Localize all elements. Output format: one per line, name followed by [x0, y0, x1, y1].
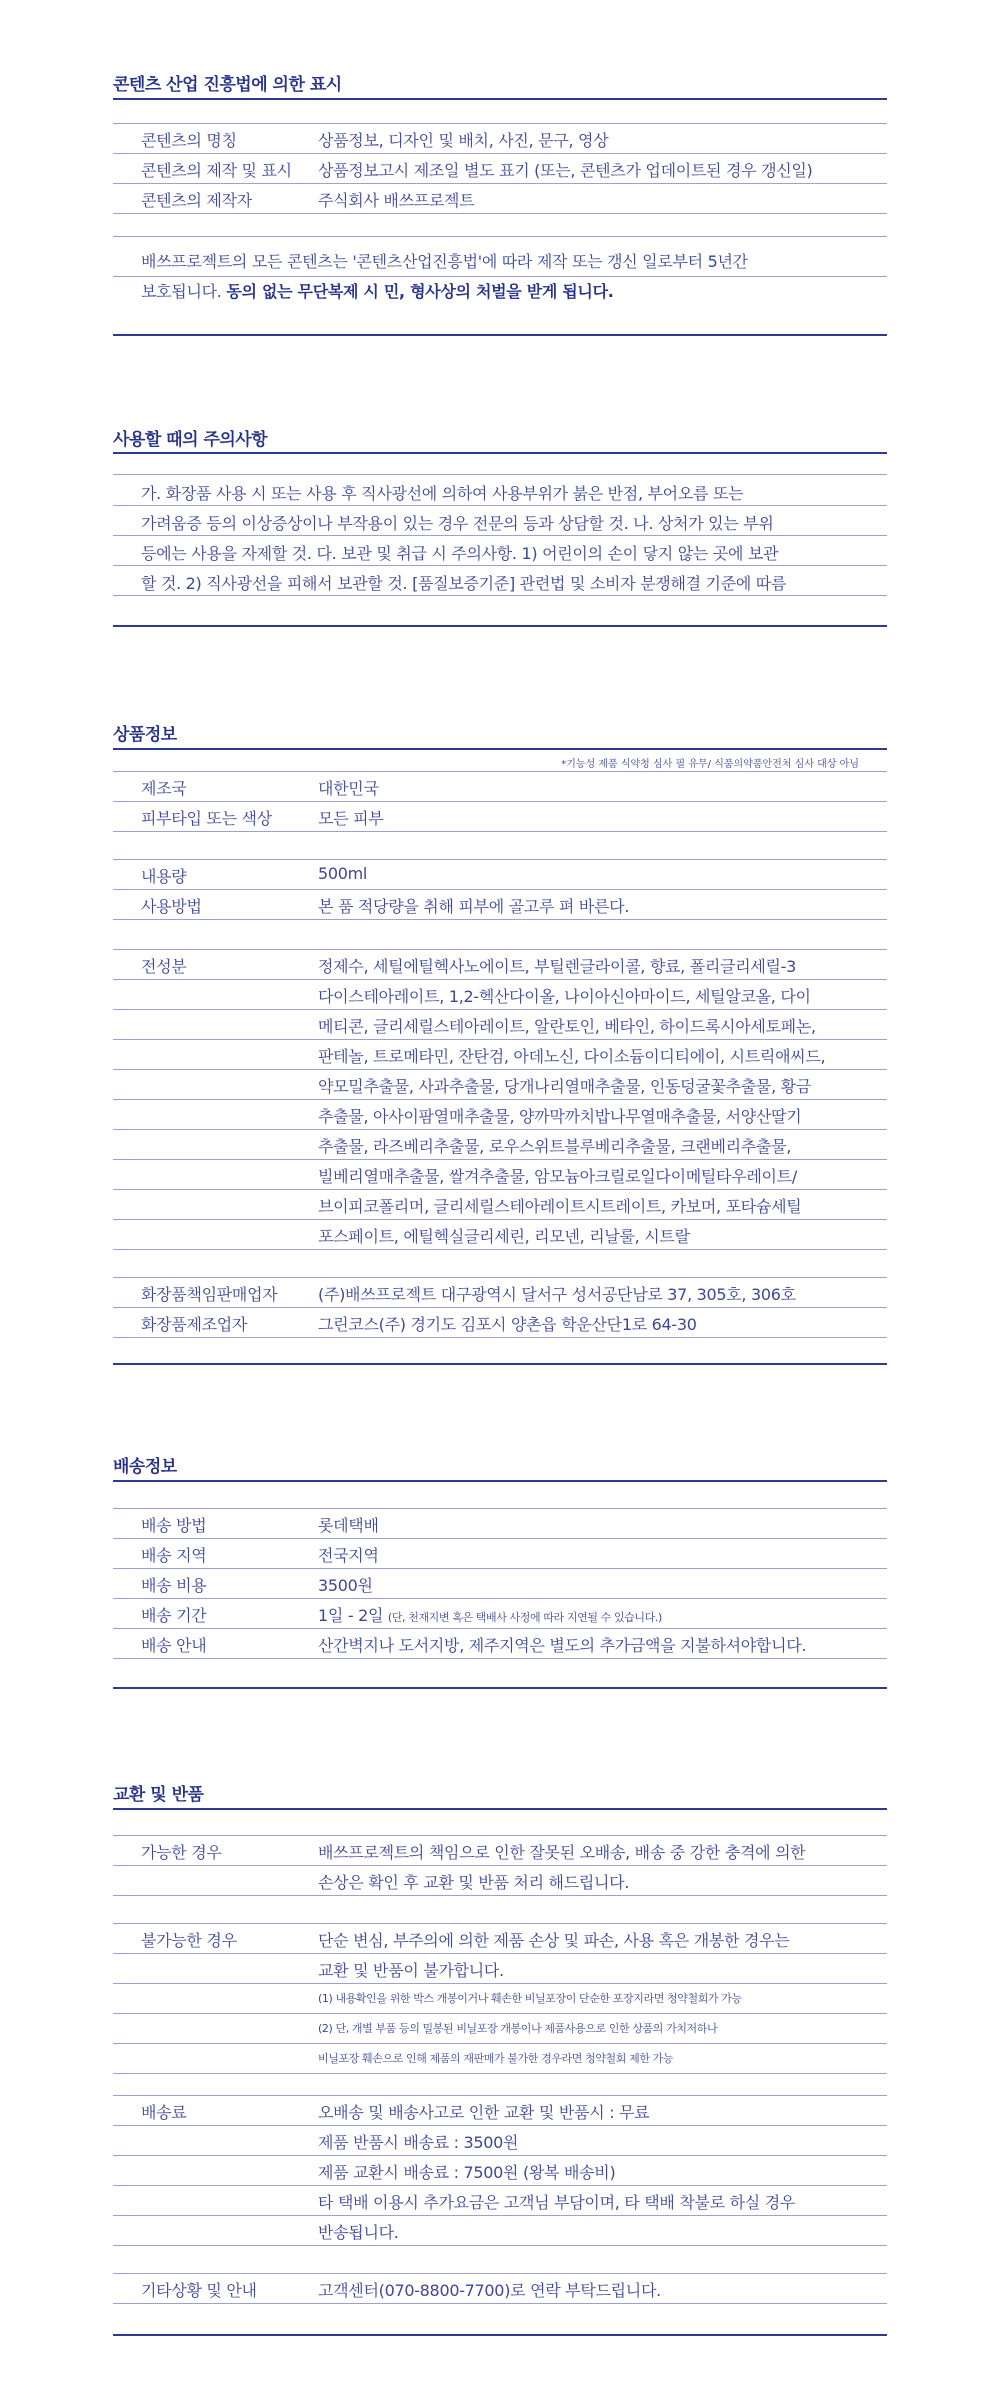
- row-value: 배쓰프로젝트의 책임으로 인한 잘못된 오배송, 배송 중 강한 충격에 의한: [318, 1843, 806, 1862]
- divider: [113, 748, 887, 750]
- divider: [113, 1895, 887, 1896]
- row-value: 반송됩니다.: [318, 2223, 399, 2242]
- divider: [113, 1538, 887, 1539]
- row-value: 대한민국: [318, 779, 379, 798]
- caution-line: 등에는 사용을 자제할 것. 다. 보관 및 취급 시 주의사항. 1) 어린이의 손이 닿지 않는 곳에 보관: [141, 544, 779, 563]
- divider: [113, 1129, 887, 1130]
- row-value: 고객센터(070-8800-7700)로 연락 부탁드립니다.: [318, 2281, 661, 2300]
- ingredient-line: 추출물, 라즈베리추출물, 로우스위트블루베리추출물, 크랜베리추출물,: [318, 1137, 792, 1156]
- caution-section: [113, 415, 887, 635]
- copyright-notice-text: 보호됩니다.: [141, 282, 222, 301]
- divider: [113, 949, 887, 950]
- divider: [113, 1159, 887, 1160]
- caution-title: 사용할 때의 주의사항: [113, 430, 268, 450]
- divider: [113, 2095, 887, 2096]
- ingredient-line: 판테놀, 트로메타민, 잔탄검, 아데노신, 다이소듐이디티에이, 시트릭애씨드,: [318, 1047, 826, 1066]
- divider: [113, 452, 887, 454]
- divider: [113, 1923, 887, 1924]
- row-label: 피부타입 또는 색상: [141, 809, 272, 828]
- content-notice-title: 콘텐츠 산업 진흥법에 의한 표시: [113, 75, 342, 95]
- divider: [113, 565, 887, 566]
- divider: [113, 919, 887, 920]
- caution-line: 할 것. 2) 직사광선을 피해서 보관할 것. [품질보증기준] 관련법 및 소비자 분쟁해결 기준에 따름: [141, 574, 787, 593]
- divider: [113, 625, 887, 627]
- ingredient-line: 다이스테아레이트, 1,2-헥산다이올, 나이아신아마이드, 세틸알코올, 다이: [318, 987, 811, 1006]
- copyright-warning-text: 동의 없는 무단복제 시 민, 형사상의 처벌을 받게 됩니다.: [226, 282, 614, 301]
- divider: [113, 2273, 887, 2274]
- row-label: 내용량: [141, 867, 187, 886]
- divider: [113, 2043, 887, 2044]
- row-value: 전국지역: [318, 1546, 379, 1565]
- divider: [113, 2155, 887, 2156]
- row-label: 기타상황 및 안내: [141, 2281, 257, 2300]
- divider: [113, 595, 887, 596]
- divider: [113, 1568, 887, 1569]
- row-label: 배송 방법: [141, 1516, 207, 1535]
- row-label: 가능한 경우: [141, 1843, 222, 1862]
- ingredient-line: 포스페이트, 에틸헥실글리세린, 리모넨, 리날룰, 시트랄: [318, 1227, 690, 1246]
- row-value: 상품정보고시 제조일 별도 표기 (또는, 콘텐츠가 업데이트된 경우 갱신일): [318, 161, 813, 180]
- row-value: 주식회사 배쓰프로젝트: [318, 191, 475, 210]
- shipping-title: 배송정보: [113, 1457, 177, 1477]
- ingredient-line: 빌베리열매추출물, 쌀겨추출물, 암모늄아크릴로일다이메틸타우레이트/: [318, 1167, 797, 1186]
- row-value: 손상은 확인 후 교환 및 반품 처리 해드립니다.: [318, 1873, 630, 1892]
- row-label: 콘텐츠의 명칭: [141, 131, 237, 150]
- divider: [113, 1249, 887, 1250]
- row-label: 화장품책임판매업자: [141, 1285, 278, 1304]
- divider: [113, 505, 887, 506]
- row-value: 교환 및 반품이 불가합니다.: [318, 1961, 504, 1980]
- row-value: 제품 교환시 배송료 : 7500원 (왕복 배송비): [318, 2163, 616, 2182]
- copyright-notice-line: 배쓰프로젝트의 모든 콘텐츠는 '콘텐츠산업진흥법'에 따라 제작 또는 갱신 일로부터 5년간: [141, 252, 748, 271]
- product-info-note: *기능성 제품 식약청 심사 필 유무/ 식품의약품안전처 심사 대상 아님: [561, 759, 859, 770]
- divider: [113, 2334, 887, 2336]
- divider: [113, 213, 887, 214]
- divider: [113, 1598, 887, 1599]
- row-label: 화장품제조업자: [141, 1315, 248, 1334]
- divider: [113, 1277, 887, 1278]
- row-value: 3500원: [318, 1576, 373, 1595]
- divider: [113, 1363, 887, 1365]
- divider: [113, 474, 887, 475]
- row-value: 상품정보, 디자인 및 배치, 사진, 문구, 영상: [318, 131, 609, 150]
- row-value: (1) 내용확인을 위한 박스 개봉이거나 훼손한 비닐포장이 단순한 포장지라면 청약철회가 가능: [318, 1992, 742, 2005]
- row-label: 배송 기간: [141, 1606, 207, 1625]
- divider: [113, 1069, 887, 1070]
- divider: [113, 831, 887, 832]
- divider: [113, 1099, 887, 1100]
- divider: [113, 1480, 887, 1482]
- row-value: 모든 피부: [318, 809, 384, 828]
- divider: [113, 801, 887, 802]
- divider: [113, 1219, 887, 1220]
- divider: [113, 1307, 887, 1308]
- content-notice-section: [113, 60, 887, 340]
- row-value: 타 택배 이용시 추가요금은 고객님 부담이며, 타 택배 착불로 하실 경우: [318, 2193, 796, 2212]
- ingredient-line: 메티콘, 글리세릴스테아레이트, 알란토인, 베타인, 하이드록시아세토페논,: [318, 1017, 816, 1036]
- divider: [113, 1658, 887, 1659]
- divider: [113, 1039, 887, 1040]
- divider: [113, 2303, 887, 2304]
- divider: [113, 535, 887, 536]
- ingredient-line: 브이피코폴리머, 글리세릴스테아레이트시트레이트, 카보머, 포타슘세틸: [318, 1197, 802, 1216]
- row-value: (주)배쓰프로젝트 대구광역시 달서구 성서공단남로 37, 305호, 306호: [318, 1285, 796, 1304]
- row-value: 산간벽지나 도서지방, 제주지역은 별도의 추가금액을 지불하셔야합니다.: [318, 1636, 807, 1655]
- row-value: 롯데택배: [318, 1516, 379, 1535]
- row-value: 비닐포장 훼손으로 인해 제품의 재판매가 불가한 경우라면 청약철회 제한 가능: [318, 2052, 674, 2065]
- row-value: 본 품 적당량을 취해 피부에 골고루 펴 바른다.: [318, 897, 630, 916]
- divider: [113, 1953, 887, 1954]
- ingredient-line: 추출물, 아사이팜열매추출물, 양까막까치밥나무열매추출물, 서양산딸기: [318, 1107, 802, 1126]
- divider: [113, 2013, 887, 2014]
- divider: [113, 1983, 887, 1984]
- returns-section: [113, 1775, 887, 2355]
- divider: [113, 98, 887, 100]
- divider: [113, 276, 887, 277]
- row-label: 사용방법: [141, 897, 202, 916]
- copyright-notice-line: [141, 279, 614, 302]
- row-value: [318, 1603, 662, 1626]
- divider: [113, 1808, 887, 1810]
- row-label: 배송 지역: [141, 1546, 207, 1565]
- divider: [113, 1835, 887, 1836]
- divider: [113, 1337, 887, 1338]
- divider: [113, 889, 887, 890]
- divider: [113, 1189, 887, 1190]
- row-value: (2) 단, 개별 부품 등의 밀봉된 비닐포장 개봉이나 제품사용으로 인한 상품의 가치저하나: [318, 2022, 718, 2035]
- row-value: 제품 반품시 배송료 : 3500원: [318, 2133, 519, 2152]
- divider: [113, 334, 887, 336]
- divider: [113, 1687, 887, 1689]
- divider: [113, 1865, 887, 1866]
- divider: [113, 2073, 887, 2074]
- ingredient-line: 정제수, 세틸에틸헥사노에이트, 부틸렌글라이콜, 향료, 폴리글리세릴-3: [318, 957, 797, 976]
- divider: [113, 1628, 887, 1629]
- row-value: 그린코스(주) 경기도 김포시 양촌읍 학운산단1로 64-30: [318, 1315, 697, 1334]
- divider: [113, 1009, 887, 1010]
- product-info-title: 상품정보: [113, 725, 177, 745]
- divider: [113, 859, 887, 860]
- divider: [113, 236, 887, 237]
- divider: [113, 123, 887, 124]
- row-label: 배송료: [141, 2103, 187, 2122]
- divider: [113, 771, 887, 772]
- row-label: 불가능한 경우: [141, 1931, 237, 1950]
- divider: [113, 979, 887, 980]
- caution-line: 가. 화장품 사용 시 또는 사용 후 직사광선에 의하여 사용부위가 붉은 반점, 부어오름 또는: [141, 484, 744, 503]
- row-value: 오배송 및 배송사고로 인한 교환 및 반품시 : 무료: [318, 2103, 650, 2122]
- divider: [113, 2125, 887, 2126]
- caution-line: 가려움증 등의 이상증상이나 부작용이 있는 경우 전문의 등과 상담할 것. 나. 상처가 있는 부위: [141, 514, 774, 533]
- ingredient-line: 약모밀추출물, 사과추출물, 당개나리열매추출물, 인동덩굴꽃추출물, 황금: [318, 1077, 811, 1096]
- divider: [113, 1508, 887, 1509]
- row-value: 500ml: [318, 864, 368, 883]
- product-info-section: [113, 715, 887, 1375]
- row-label: 콘텐츠의 제작 및 표시: [141, 161, 292, 180]
- row-label: 배송 비용: [141, 1576, 207, 1595]
- shipping-section: [113, 1447, 887, 1697]
- divider: [113, 2215, 887, 2216]
- row-label: 제조국: [141, 779, 187, 798]
- row-value: 단순 변심, 부주의에 의한 제품 손상 및 파손, 사용 혹은 개봉한 경우는: [318, 1931, 790, 1950]
- returns-title: 교환 및 반품: [113, 1785, 204, 1805]
- shipping-period-value: 1일 - 2일: [318, 1606, 384, 1625]
- row-label: 콘텐츠의 제작자: [141, 191, 252, 210]
- row-label: 배송 안내: [141, 1636, 207, 1655]
- divider: [113, 153, 887, 154]
- row-label: 전성분: [141, 957, 187, 976]
- divider: [113, 2185, 887, 2186]
- shipping-period-note: (단, 천재지변 혹은 택배사 사정에 따라 지연될 수 있습니다.): [387, 1611, 662, 1624]
- divider: [113, 183, 887, 184]
- divider: [113, 2245, 887, 2246]
